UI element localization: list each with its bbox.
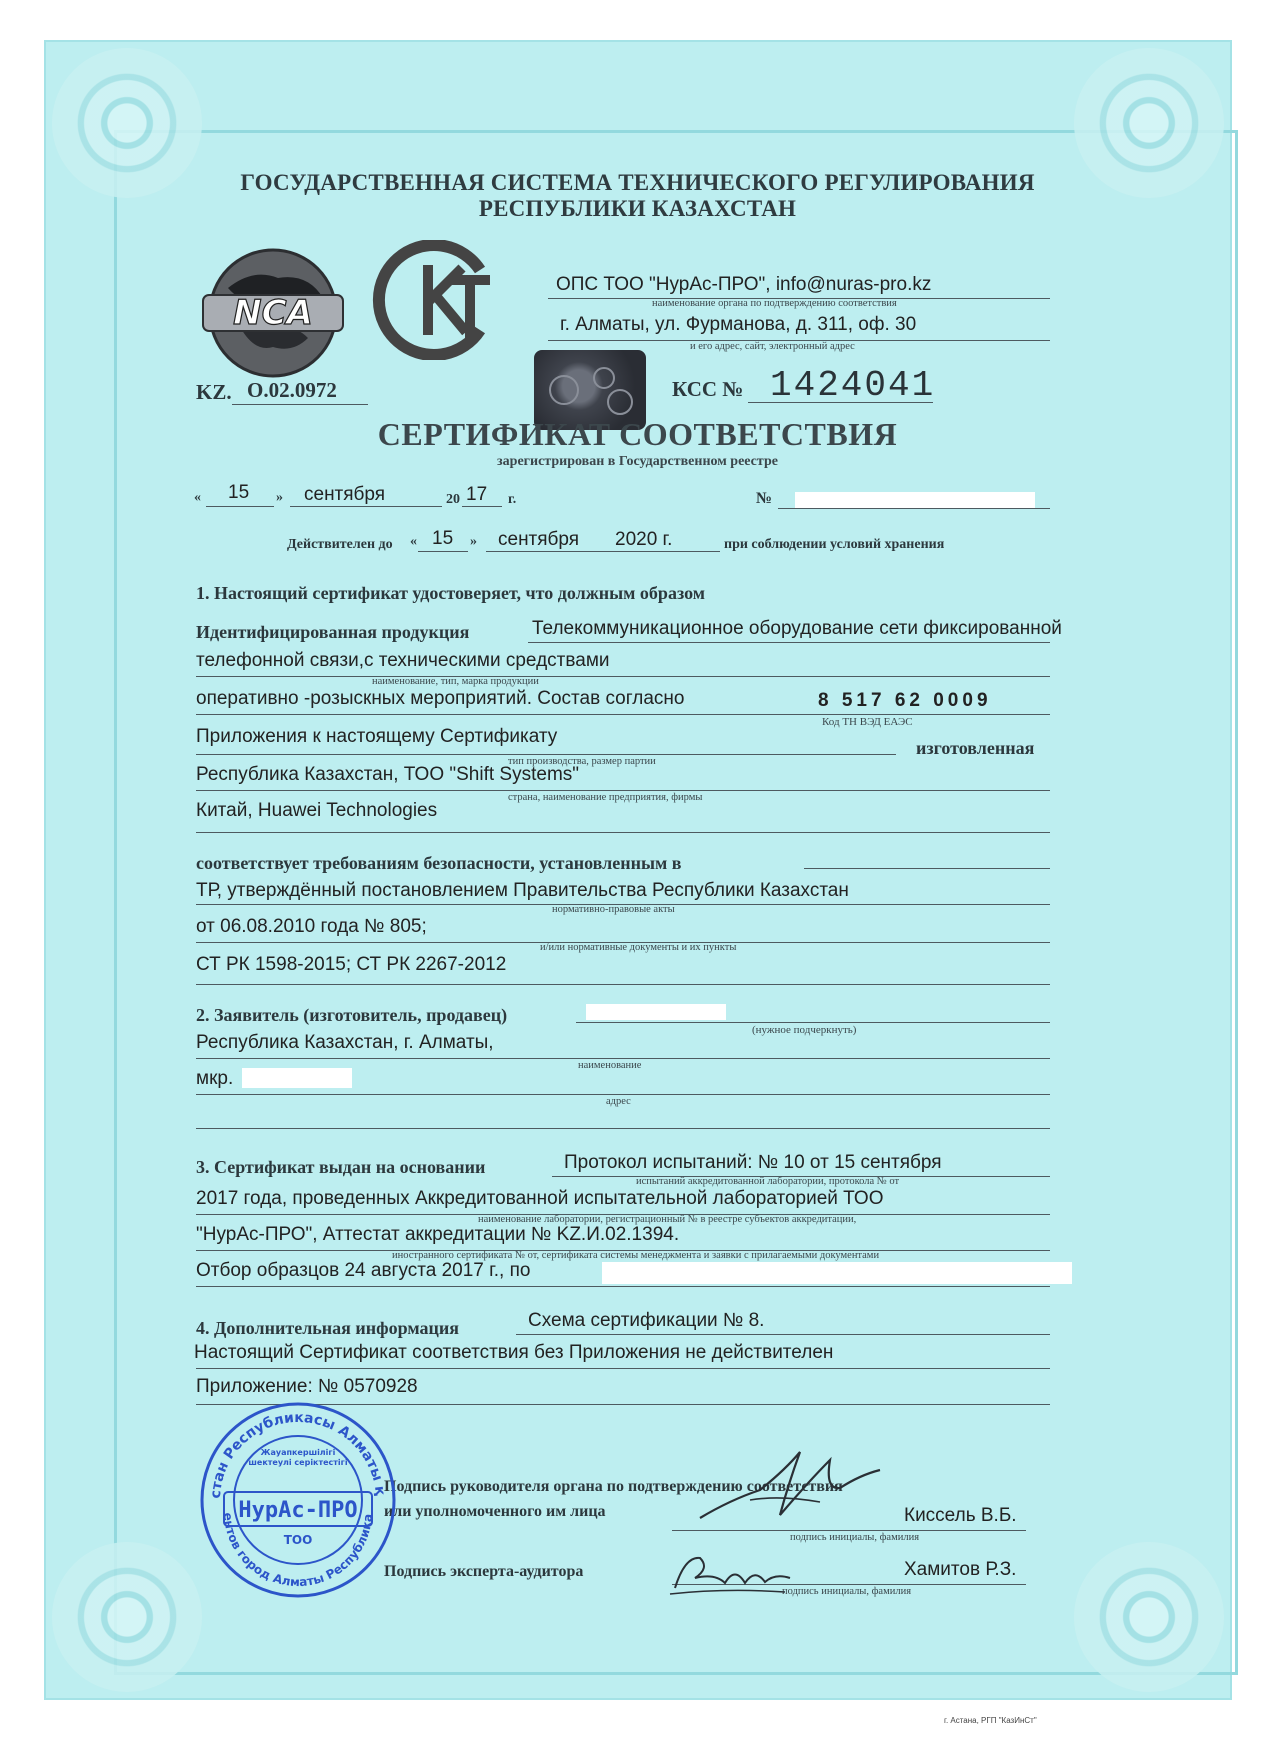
basis-line3: "НурАс-ПРО", Аттестат аккредитации № KZ.И.02.1394. xyxy=(196,1224,680,1245)
applicant-address-caption: адрес xyxy=(606,1096,631,1107)
section1-heading: 1. Настоящий сертификат удостоверяет, что должным образом xyxy=(196,583,705,603)
reg-number-label: № xyxy=(756,490,773,507)
validity-label: Действителен до xyxy=(287,537,393,552)
validity-year: 2020 г. xyxy=(615,529,673,550)
product-caption: наименование, тип, марка продукции xyxy=(372,676,539,687)
kz-conformity-mark xyxy=(370,240,500,360)
basis-caption2: наименование лаборатории, регистрационный № в реестре субъектов аккредитации, xyxy=(478,1214,857,1225)
reg-year-unit: г. xyxy=(508,492,517,507)
product-label: Идентифицированная продукция xyxy=(196,622,470,642)
stamp-inner-text: Жауапкершілігі шектеулі серіктестігі xyxy=(248,1448,348,1467)
issuer-name-caption: наименование органа по подтверждению соответствия xyxy=(652,298,897,309)
header-line2: РЕСПУБЛИКИ КАЗАХСТАН xyxy=(478,196,797,221)
product-line4: Приложения к настоящему Сертификату xyxy=(196,726,558,747)
additional-line3: Приложение: № 0570928 xyxy=(196,1376,418,1397)
expert-signature-caption: подпись инициалы, фамилия xyxy=(782,1586,912,1597)
basis-caption3: иностранного сертификата № от, сертификата системы менеджмента и заявки с прилагаемыми документами xyxy=(392,1250,880,1261)
product-line3: оперативно -розыскных мероприятий. Состав согласно xyxy=(196,688,685,709)
nca-logo-text: NCA xyxy=(233,293,313,333)
redacted-address xyxy=(242,1068,352,1088)
head-signature-caption: подпись инициалы, фамилия xyxy=(790,1532,920,1543)
product-line2: телефонной связи,с техническими средствами xyxy=(196,650,610,671)
producer-line2: Китай, Huawei Technologies xyxy=(196,800,438,821)
applicant-name-caption: наименование xyxy=(578,1060,642,1071)
validity-day: 15 xyxy=(432,528,454,549)
kz-number: О.02.0972 xyxy=(247,378,337,402)
norm-caption1: нормативно-правовые акты xyxy=(552,904,675,915)
basis-caption1: испытаний аккредитованной лаборатории, протокола № от xyxy=(636,1176,900,1187)
norm-line3: СТ РК 1598-2015; СТ РК 2267-2012 xyxy=(196,954,507,975)
kz-prefix: KZ. xyxy=(196,380,232,404)
section2-heading: 2. Заявитель (изготовитель, продавец) xyxy=(196,1005,508,1025)
producer-line1: Республика Казахстан, ТОО "Shift Systems" xyxy=(196,764,580,785)
head-signer-name: Киссель В.Б. xyxy=(904,1505,1017,1526)
section3-heading: 3. Сертификат выдан на основании xyxy=(196,1157,486,1177)
basis-line1: Протокол испытаний: № 10 от 15 сентября xyxy=(564,1152,942,1173)
head-signature-label2: или уполномоченного им лица xyxy=(384,1503,606,1520)
issuer-address-caption: и его адрес, сайт, электронный адрес xyxy=(690,341,855,352)
redacted-sampling xyxy=(602,1262,1072,1284)
issuer-address: г. Алматы, ул. Фурманова, д. 311, оф. 30 xyxy=(560,314,917,335)
tnved-code: 8 517 62 0009 xyxy=(818,690,992,711)
reg-year-suffix: 17 xyxy=(466,484,488,505)
producer-caption: страна, наименование предприятия, фирмы xyxy=(508,792,703,803)
reg-month: сентября xyxy=(304,484,386,505)
additional-line2: Настоящий Сертификат соответствия без Приложения не действителен xyxy=(194,1342,834,1363)
validity-condition: при соблюдении условий хранения xyxy=(724,537,945,552)
additional-line1: Схема сертификации № 8. xyxy=(528,1310,765,1331)
corner-rosette xyxy=(52,1542,202,1692)
stamp-center: НурАс-ПРО xyxy=(238,1498,358,1523)
norm-line1: ТР, утверждённый постановлением Правительства Республики Казахстан xyxy=(196,880,849,901)
reg-year-prefix: 20 xyxy=(446,492,460,507)
made-label: изготовленная xyxy=(916,738,1035,758)
printer-footer: г. Астана, РГП "КазИнСт" xyxy=(944,1716,1037,1725)
section4-heading: 4. Дополнительная информация xyxy=(196,1318,459,1338)
redacted-reg-number xyxy=(795,492,1035,508)
applicant-line1: Республика Казахстан, г. Алматы, xyxy=(196,1032,494,1053)
underline-caption: (нужное подчеркнуть) xyxy=(752,1024,857,1036)
header-line1: ГОСУДАРСТВЕННАЯ СИСТЕМА ТЕХНИЧЕСКОГО РЕГУЛИРОВАНИЯ xyxy=(240,170,1035,195)
reg-day: 15 xyxy=(228,482,250,503)
norm-line2: от 06.08.2010 года № 805; xyxy=(196,916,427,937)
certificate-title: СЕРТИФИКАТ СООТВЕТСТВИЯ xyxy=(377,416,898,452)
corner-rosette xyxy=(1074,1542,1224,1692)
stamp-bottom-text: ентов город Алматы Республика xyxy=(220,1512,376,1590)
expert-signature-scribble xyxy=(665,1548,795,1598)
kss-number: 1424041 xyxy=(770,365,936,406)
nca-logo xyxy=(198,243,348,388)
product-line1: Телекоммуникационное оборудование сети фиксированной xyxy=(532,618,1062,639)
basis-line2: 2017 года, проведенных Аккредитованной испытательной лабораторией ТОО xyxy=(196,1188,884,1209)
expert-signer-name: Хамитов Р.З. xyxy=(904,1559,1017,1580)
basis-line4: Отбор образцов 24 августа 2017 г., по xyxy=(196,1260,531,1281)
stamp-outer-text: стан Республикасы Алматы қ xyxy=(207,1409,388,1500)
tnved-caption: Код ТН ВЭД ЕАЭС xyxy=(822,716,913,728)
organization-stamp xyxy=(198,1400,398,1600)
head-signature-label1: Подпись руководителя органа по подтверждению соответствия xyxy=(384,1478,843,1495)
stamp-too: ТОО xyxy=(283,1533,313,1547)
production-caption: тип производства, размер партии xyxy=(508,756,656,767)
head-signature-scribble xyxy=(690,1440,890,1530)
complies-label: соответствует требованиям безопасности, установленным в xyxy=(196,853,682,873)
applicant-line2: мкр. xyxy=(196,1068,234,1089)
kss-label: КСС № xyxy=(672,377,744,401)
redacted-applicant xyxy=(586,1004,726,1020)
issuer-name: ОПС ТОО "НурАс-ПРО", info@nuras-pro.kz xyxy=(556,274,932,295)
validity-month: сентября xyxy=(498,529,580,550)
certificate-subtitle: зарегистрирован в Государственном реестре xyxy=(497,454,778,469)
norm-caption2: и/или нормативные документы и их пункты xyxy=(540,942,737,953)
expert-signature-label: Подпись эксперта-аудитора xyxy=(384,1563,584,1580)
